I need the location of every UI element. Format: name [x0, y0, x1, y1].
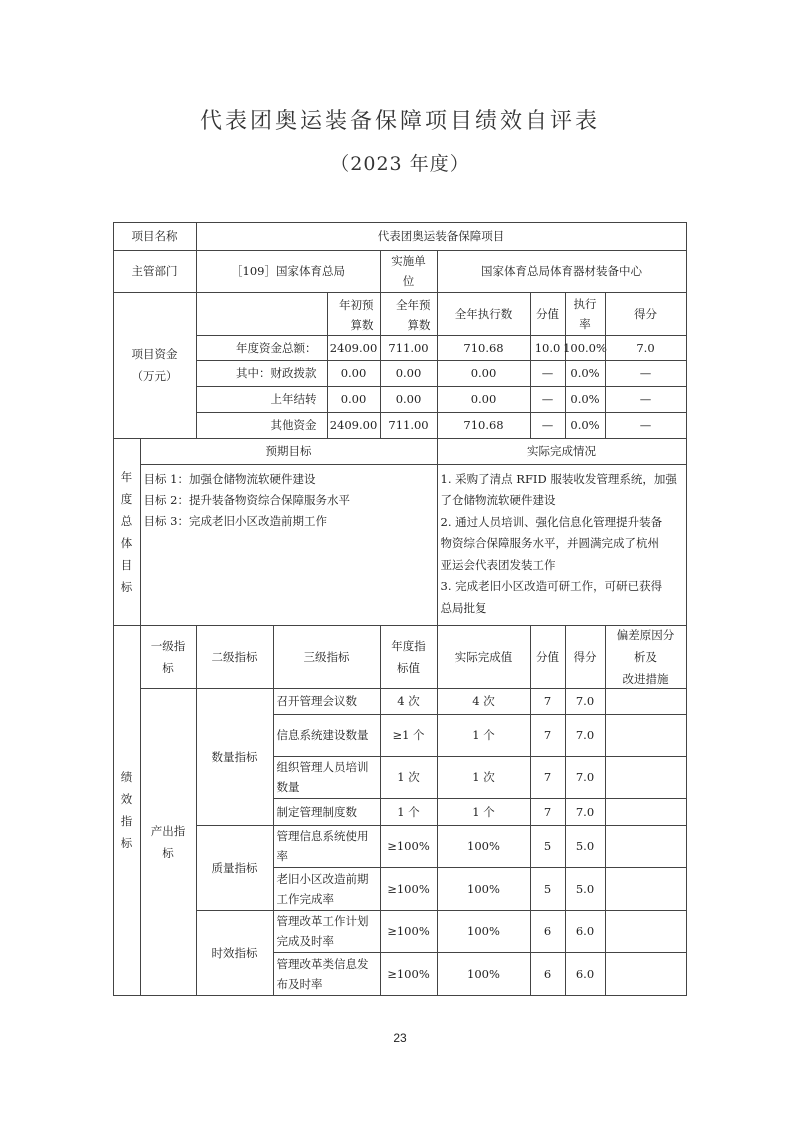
expected-goals-header: 预期目标	[140, 438, 438, 465]
actual-result-line: 亚运会代表团发装工作	[440, 557, 556, 572]
level3-indicator: 老旧小区改造前期工作完成率	[273, 867, 381, 911]
score-value: 6.0	[565, 910, 606, 953]
funds-score: —	[605, 360, 687, 387]
funds-label-line: （万元）	[131, 369, 178, 383]
target-value: 1 个	[380, 798, 438, 826]
col-level1-line: 标	[162, 660, 174, 675]
funds-label	[113, 292, 197, 439]
project-name-label: 项目名称	[113, 222, 197, 251]
funds-row-name: 其他资金	[196, 412, 328, 439]
target-value: 1 次	[380, 756, 438, 799]
level1-output-line: 标	[162, 845, 174, 860]
col-level3: 三级指标	[273, 625, 381, 689]
col-deviation-line: 改进措施	[622, 671, 669, 686]
col-actual: 实际完成值	[437, 625, 531, 689]
col-weight: 分值	[530, 625, 566, 689]
col-target-line: 年度指	[391, 638, 426, 653]
indicators-label-char: 绩	[120, 770, 133, 784]
score-value: 7.0	[565, 688, 606, 715]
deviation-note	[605, 798, 687, 826]
indicators-label-char: 指	[120, 814, 133, 828]
actual-value: 100%	[437, 910, 531, 953]
level2-indicator: 数量指标	[196, 688, 274, 826]
actual-result-line: 物资综合保障服务水平，并圆满完成了杭州	[440, 536, 659, 550]
funds-row-name: 上年结转	[196, 386, 328, 413]
indicators-label	[113, 625, 141, 996]
actual-result-line: 总局批复	[440, 600, 487, 615]
actual-result-line: 2. 通过人员培训、强化信息化管理提升装备	[440, 514, 663, 529]
funds-initial: 0.00	[327, 360, 381, 387]
actual-value: 1 个	[437, 714, 531, 757]
funds-row-name: 其中：财政拨款	[196, 360, 328, 387]
funds-col-header-line: 年初预	[339, 297, 374, 312]
score-value: 7.0	[565, 714, 606, 757]
funds-annual: 711.00	[380, 412, 438, 439]
deviation-note	[605, 714, 687, 757]
indicators-label-char: 标	[120, 836, 133, 850]
deviation-note	[605, 825, 687, 868]
funds-col-header-line: 全年预	[396, 297, 431, 312]
col-target-line: 标值	[397, 660, 420, 675]
expected-goal-item: 目标 3：完成老旧小区改造前期工作	[143, 513, 327, 528]
dept-label: 主管部门	[113, 250, 197, 293]
score-value: 5.0	[565, 867, 606, 911]
weight-value: 7	[530, 714, 566, 757]
funds-annual: 0.00	[380, 360, 438, 387]
funds-col-header	[380, 292, 438, 336]
impl-unit-label-line: 实施单	[391, 254, 426, 268]
goals-label-char: 总	[120, 513, 133, 528]
funds-executed: 0.00	[437, 360, 531, 387]
impl-unit-label-line: 位	[402, 274, 415, 288]
actual-result-line: 了仓储物流软硬件建设	[440, 493, 556, 507]
funds-executed: 710.68	[437, 335, 531, 361]
funds-score: 7.0	[605, 335, 687, 361]
funds-weight: —	[530, 360, 566, 387]
document-subtitle: （2023 年度）	[330, 153, 470, 175]
col-level2: 二级指标	[196, 625, 274, 689]
goals-label-char: 年	[120, 469, 133, 484]
target-value: ≥100%	[380, 867, 438, 911]
funds-col-header-line: 算数	[407, 317, 431, 332]
funds-rate: 100.0%	[565, 335, 606, 361]
dept-value: ［109］国家体育总局	[196, 250, 381, 293]
funds-col-header: 得分	[605, 292, 687, 336]
weight-value: 6	[530, 910, 566, 953]
deviation-note	[605, 910, 687, 953]
level3-indicator: 信息系统建设数量	[273, 714, 381, 757]
level3-indicator: 管理改革类信息发布及时率	[273, 952, 381, 996]
goals-label-char: 目	[120, 557, 133, 572]
expected-goals	[140, 464, 438, 626]
actual-results-header: 实际完成情况	[437, 438, 687, 465]
level3-indicator: 制定管理制度数	[273, 798, 381, 826]
actual-value: 1 个	[437, 798, 531, 826]
funds-initial: 0.00	[327, 386, 381, 413]
deviation-note	[605, 756, 687, 799]
funds-weight: —	[530, 386, 566, 413]
level1-output	[140, 688, 197, 996]
funds-annual: 0.00	[380, 386, 438, 413]
actual-value: 1 次	[437, 756, 531, 799]
deviation-note	[605, 688, 687, 715]
funds-rate: 0.0%	[565, 412, 606, 439]
funds-executed: 0.00	[437, 386, 531, 413]
funds-rate: 0.0%	[565, 360, 606, 387]
funds-weight: 10.0	[530, 335, 566, 361]
score-value: 7.0	[565, 798, 606, 826]
score-value: 5.0	[565, 825, 606, 868]
weight-value: 6	[530, 952, 566, 996]
funds-score: —	[605, 386, 687, 413]
target-value: 4 次	[380, 688, 438, 715]
deviation-note	[605, 952, 687, 996]
actual-result-line: 3. 完成老旧小区改造可研工作，可研已获得	[440, 579, 663, 593]
goals-label-char: 标	[120, 579, 133, 594]
col-level1	[140, 625, 197, 689]
funds-header-blank	[196, 292, 328, 336]
weight-value: 5	[530, 867, 566, 911]
document-title: 代表团奥运装备保障项目绩效自评表	[199, 109, 600, 134]
actual-value: 100%	[437, 867, 531, 911]
col-deviation	[605, 625, 687, 689]
level3-indicator: 召开管理会议数	[273, 688, 381, 715]
impl-unit-label	[380, 250, 438, 293]
funds-weight: —	[530, 412, 566, 439]
level1-output-line: 产出指	[150, 823, 186, 838]
actual-value: 100%	[437, 952, 531, 996]
funds-initial: 2409.00	[327, 412, 381, 439]
col-target	[380, 625, 438, 689]
expected-goal-item: 目标 1：加强仓储物流软硬件建设	[143, 471, 316, 486]
impl-unit-value: 国家体育总局体育器材装备中心	[437, 250, 687, 293]
expected-goal-item: 目标 2：提升装备物资综合保障服务水平	[143, 492, 350, 507]
actual-value: 100%	[437, 825, 531, 868]
target-value: ≥100%	[380, 952, 438, 996]
level2-indicator: 时效指标	[196, 910, 274, 996]
target-value: ≥100%	[380, 910, 438, 953]
goals-label-char: 体	[120, 535, 133, 550]
level3-indicator: 管理信息系统使用率	[273, 825, 381, 868]
col-deviation-line: 析及	[634, 649, 657, 664]
funds-label-line: 项目资金	[131, 347, 178, 361]
col-score: 得分	[565, 625, 606, 689]
funds-executed: 710.68	[437, 412, 531, 439]
weight-value: 7	[530, 756, 566, 799]
goals-label	[113, 438, 141, 626]
funds-rate: 0.0%	[565, 386, 606, 413]
funds-annual: 711.00	[380, 335, 438, 361]
target-value: ≥1 个	[380, 714, 438, 757]
funds-col-header: 分值	[530, 292, 566, 336]
weight-value: 5	[530, 825, 566, 868]
funds-row-name: 年度资金总额：	[196, 335, 328, 361]
col-level1-line: 一级指	[150, 638, 186, 653]
indicators-label-char: 效	[120, 792, 133, 806]
funds-score: —	[605, 412, 687, 439]
weight-value: 7	[530, 688, 566, 715]
page-number: 23	[393, 1031, 407, 1045]
target-value: ≥100%	[380, 825, 438, 868]
actual-value: 4 次	[437, 688, 531, 715]
funds-initial: 2409.00	[327, 335, 381, 361]
col-deviation-line: 偏差原因分	[616, 627, 675, 642]
funds-col-header: 执行率	[565, 292, 606, 336]
level3-indicator: 组织管理人员培训数量	[273, 756, 381, 799]
weight-value: 7	[530, 798, 566, 826]
actual-results	[437, 464, 687, 626]
level2-indicator: 质量指标	[196, 825, 274, 911]
deviation-note	[605, 867, 687, 911]
funds-col-header: 全年执行数	[437, 292, 531, 336]
score-value: 6.0	[565, 952, 606, 996]
project-name-value: 代表团奥运装备保障项目	[196, 222, 687, 251]
goals-label-char: 度	[120, 491, 133, 506]
funds-col-header-line: 算数	[350, 317, 374, 332]
score-value: 7.0	[565, 756, 606, 799]
funds-col-header	[327, 292, 381, 336]
level3-indicator: 管理改革工作计划完成及时率	[273, 910, 381, 953]
actual-result-line: 1. 采购了清点 RFID 服装收发管理系统，加强	[440, 471, 677, 486]
